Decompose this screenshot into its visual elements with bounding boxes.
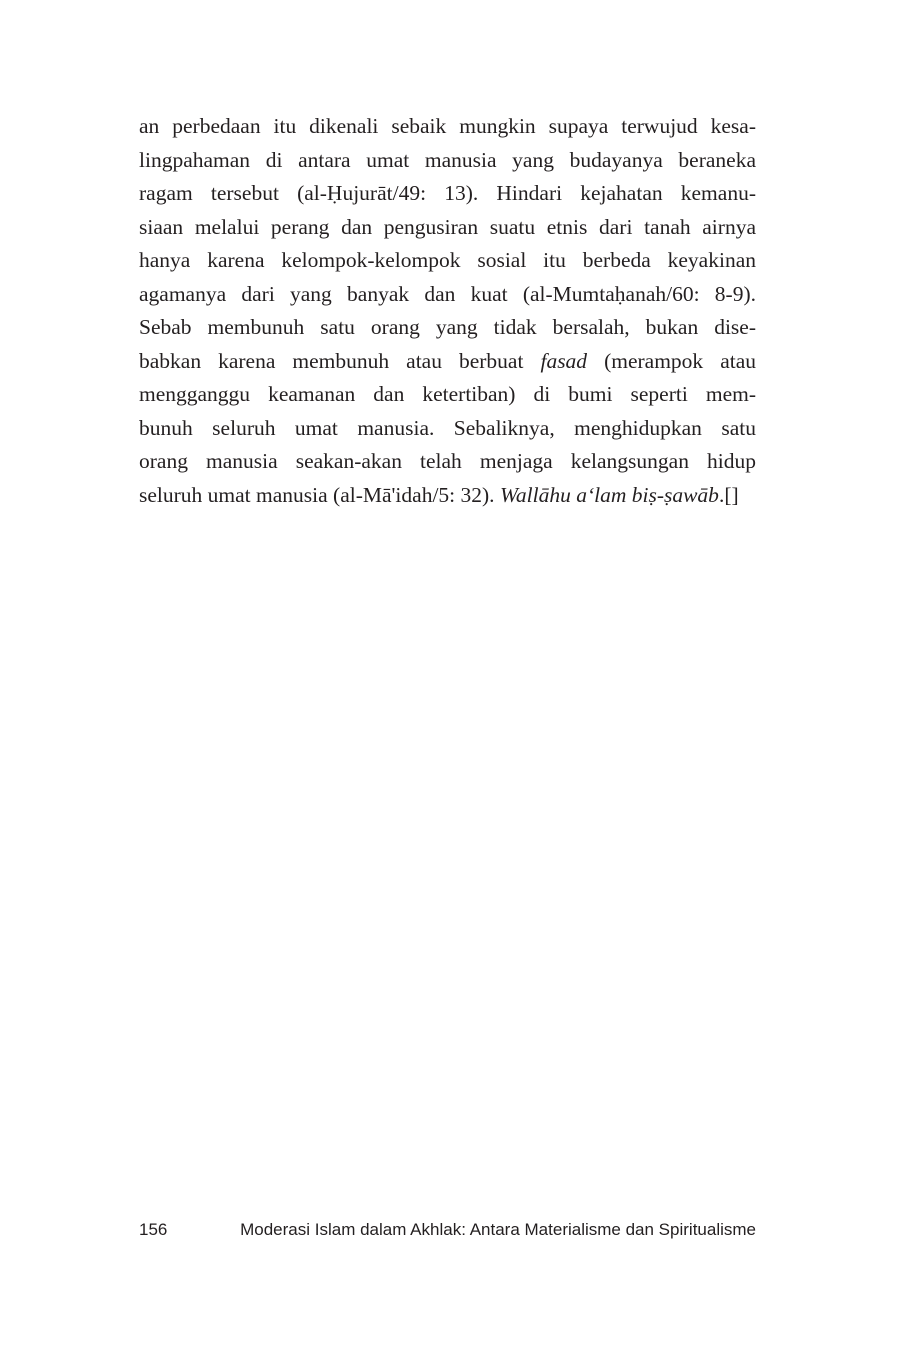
text-segment: seluruh umat manusia (al-Mā'idah/5: 32). (139, 482, 500, 507)
italic-closing-phrase: Wallāhu a‘lam biṣ-ṣawāb (499, 482, 719, 507)
text-line: siaan melalui perang dan pengusiran suatu etnis dari tanah airnya (139, 214, 756, 239)
running-title: Moderasi Islam dalam Akhlak: Antara Materialisme dan Spiritualisme (240, 1220, 756, 1239)
text-line: ragam tersebut (al-Ḥujurāt/49: 13). Hindari kejahatan kemanu- (139, 181, 756, 205)
page-footer (139, 1220, 756, 1248)
text-line: bunuh seluruh umat manusia. Sebaliknya, menghidupkan satu (139, 415, 756, 440)
text-line: Sebab membunuh satu orang yang tidak bersalah, bukan dise- (139, 315, 756, 339)
text-line: lingpahaman di antara umat manusia yang budayanya beraneka (139, 147, 756, 172)
text-line (139, 479, 756, 513)
text-line: agamanya dari yang banyak dan kuat (al-Mumtaḥanah/60: 8-9). (139, 281, 756, 306)
text-line: hanya karena kelompok-kelompok sosial itu berbeda keyakinan (139, 248, 756, 272)
italic-term: fasad (540, 348, 588, 373)
text-line: an perbedaan itu dikenali sebaik mungkin supaya terwujud kesa- (139, 114, 756, 138)
text-segment: .[] (718, 482, 739, 507)
text-segment: (merampok atau (587, 348, 756, 373)
page-number: 156 (139, 1220, 168, 1239)
text-line: mengganggu keamanan dan ketertiban) di bumi seperti mem- (139, 382, 756, 406)
body-paragraph (139, 110, 756, 512)
text-line (139, 345, 756, 379)
text-line: orang manusia seakan-akan telah menjaga kelangsungan hidup (139, 449, 756, 473)
text-segment: babkan karena membunuh atau berbuat (139, 348, 541, 373)
